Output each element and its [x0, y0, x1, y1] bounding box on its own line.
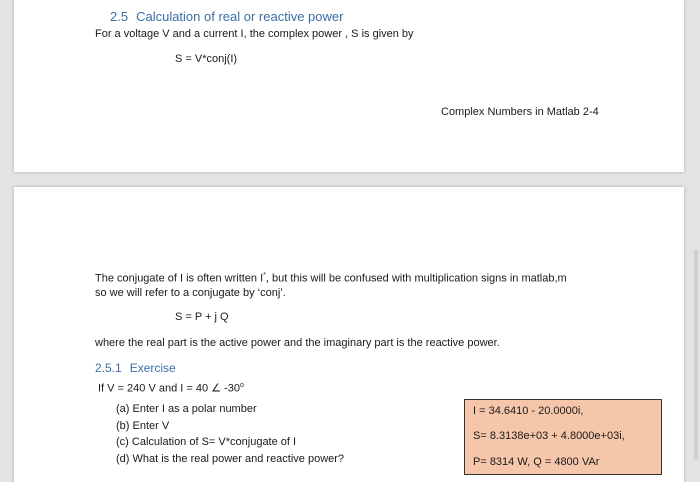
vertical-scrollbar[interactable] [694, 250, 698, 460]
subsection-number: 2.5.1 [95, 361, 122, 375]
conjugate-superscript: * [263, 272, 266, 279]
given-values [98, 378, 244, 397]
para-text-b: , but this will be confused with multiplication signs in matlab,m [265, 272, 567, 285]
explanation-text: where the real part is the active power and the imaginary part is the reactive power. [95, 337, 500, 349]
para-text-a: The conjugate of I is often written I [95, 272, 264, 285]
answer-box [464, 399, 662, 475]
conjugate-paragraph-line2: so we will refer to a conjugate by ‘conj’. [95, 287, 286, 299]
section-title: Calculation of real or reactive power [136, 9, 344, 24]
degree-superscript: o [239, 382, 244, 389]
angle-symbol: ∠ [211, 382, 222, 395]
subsection-heading [95, 361, 176, 375]
subsection-title: Exercise [129, 361, 176, 375]
task-item-d: (d) What is the real power and reactive power? [116, 453, 345, 465]
answer-real-reactive-power: P= 8314 W, Q = 4800 VAr [473, 456, 600, 468]
task-item-a: (a) Enter I as a polar number [116, 403, 257, 415]
task-item-c: (c) Calculation of S= V*conjugate of I [116, 436, 297, 448]
given-text-a: If V = 240 V and I = 40 [98, 382, 212, 395]
page-footer: Complex Numbers in Matlab 2-4 [441, 106, 599, 118]
conjugate-paragraph-line1 [95, 268, 567, 287]
power-equation: S = V*conj(I) [175, 53, 238, 65]
answer-current: I = 34.6410 - 20.0000i, [473, 405, 584, 417]
complex-power-equation: S = P + j Q [175, 311, 229, 323]
task-item-b: (b) Enter V [116, 420, 170, 432]
section-number: 2.5 [110, 9, 129, 24]
section-heading [110, 9, 343, 24]
intro-text: For a voltage V and a current I, the complex power , S is given by [95, 28, 414, 40]
document-page-2 [14, 187, 684, 482]
given-text-b: -30 [221, 382, 240, 395]
document-page-1 [14, 0, 684, 172]
answer-complex-power: S= 8.3138e+03 + 4.8000e+03i, [473, 430, 625, 442]
